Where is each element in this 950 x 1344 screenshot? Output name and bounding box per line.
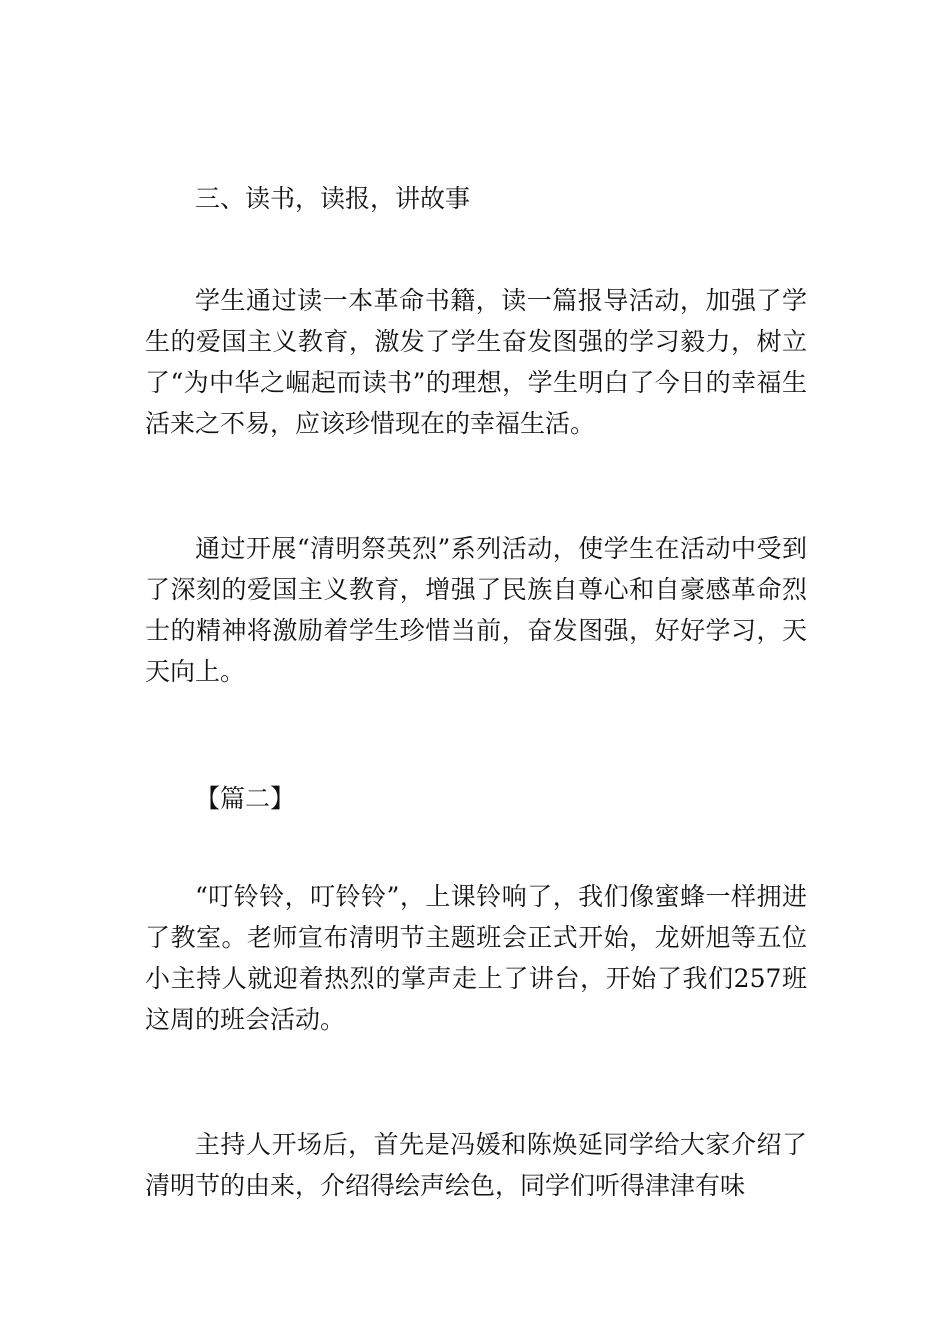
paragraph-reading: 学生通过读一本革命书籍，读一篇报导活动，加强了学生的爱国主义教育，激发了学生奋发图强的学习毅力，树立了“为中华之崛起而读书”的理想，学生明白了今日的幸福生活来之不易，应该珍惜现在的幸福生活。 <box>145 286 807 438</box>
paragraph-class-meeting-start: “叮铃铃，叮铃铃”，上课铃响了，我们像蜜蜂一样拥进了教室。老师宣布清明节主题班会正式开始，龙妍旭等五位小主持人就迎着热烈的掌声走上了讲台，开始了我们257班这周的班会活动。 <box>145 882 807 1034</box>
paragraph-festival-origin: 主持人开场后，首先是冯媛和陈焕延同学给大家介绍了清明节的由来，介绍得绘声绘色，同学们听得津津有味 <box>145 1130 807 1200</box>
part-heading: 【篇二】 <box>195 784 296 813</box>
paragraph-activity-summary: 通过开展“清明祭英烈”系列活动，使学生在活动中受到了深刻的爱国主义教育，增强了民族自尊心和自豪感革命烈士的精神将激励着学生珍惜当前，奋发图强，好好学习，天天向上。 <box>145 534 807 686</box>
section-heading: 三、读书，读报，讲故事 <box>195 184 471 213</box>
